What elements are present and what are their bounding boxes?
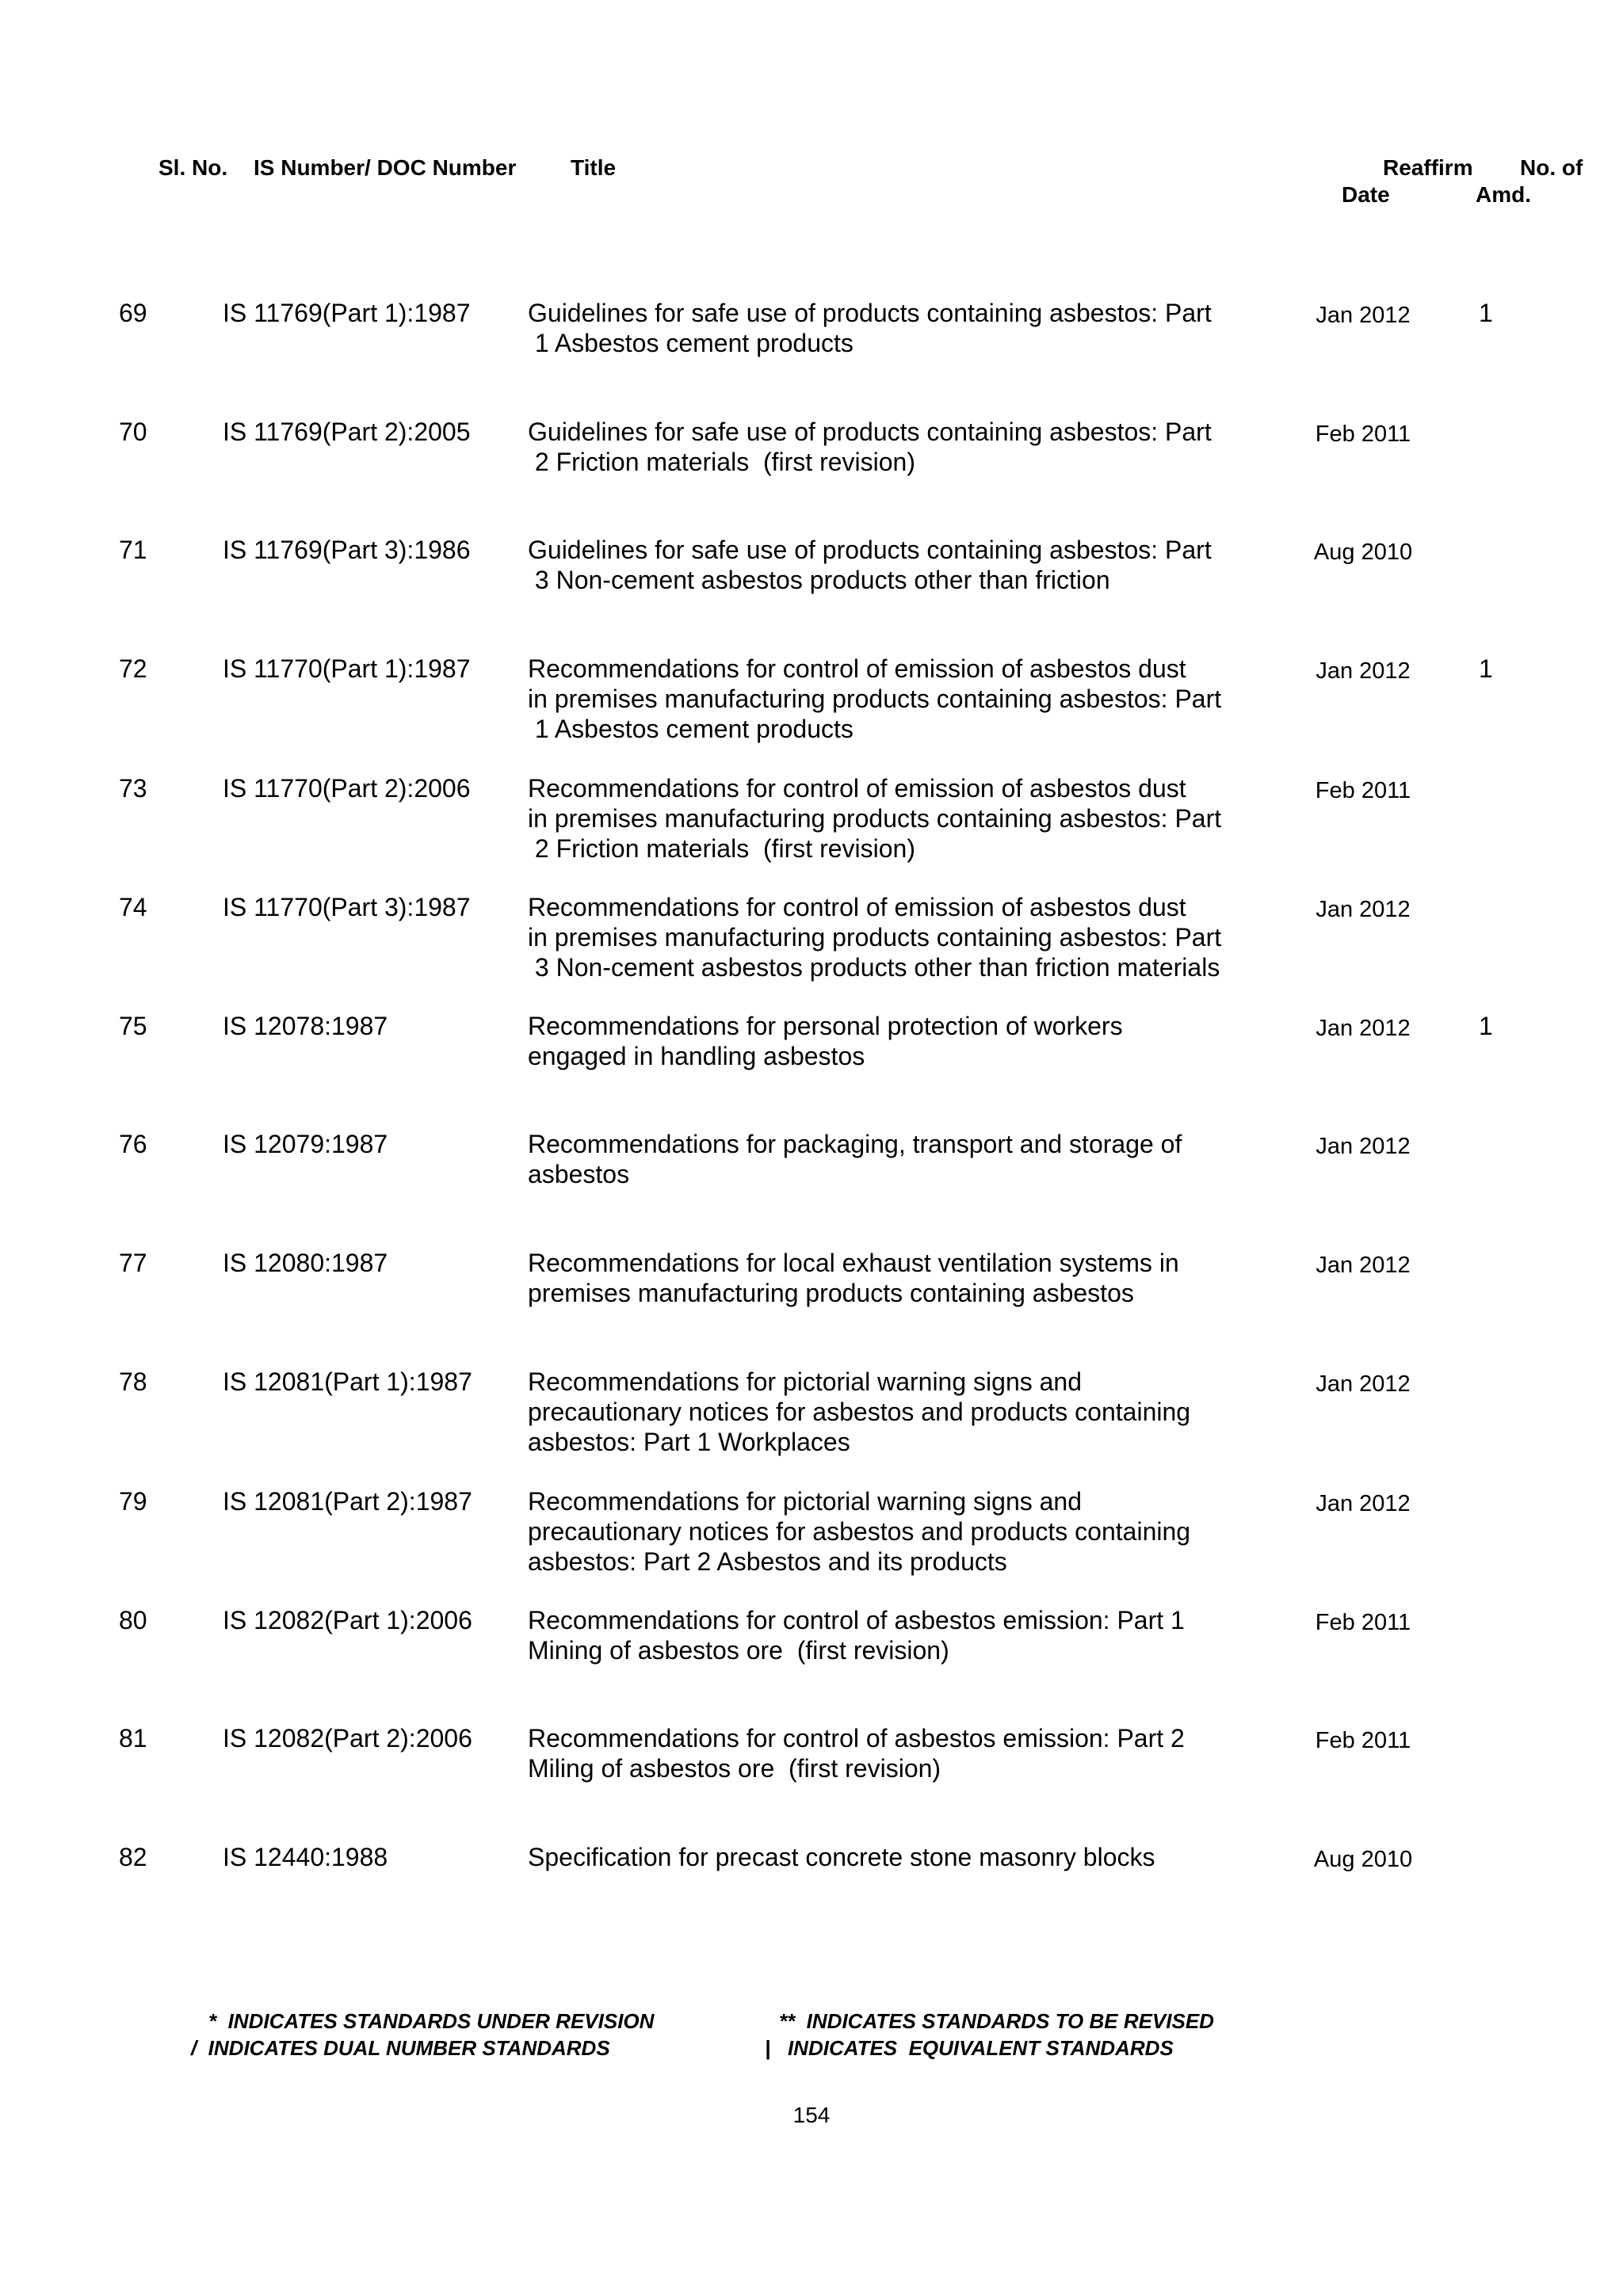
row-is-number: IS 12082(Part 1):2006 — [223, 1606, 472, 1634]
row-title-line: 1 Asbestos cement products — [528, 329, 854, 357]
row-title — [528, 1723, 1273, 1783]
row-sl-no: 79 — [119, 1487, 147, 1516]
row-title-line: in premises manufacturing products containing asbestos: Part — [528, 804, 1222, 833]
table-row — [0, 1723, 1623, 1826]
row-title — [528, 773, 1273, 864]
table-row — [0, 654, 1623, 757]
row-title-line: precautionary notices for asbestos and products containing — [528, 1398, 1191, 1426]
row-is-number: IS 11770(Part 2):2006 — [223, 774, 471, 803]
row-is-number: IS 12082(Part 2):2006 — [223, 1724, 472, 1753]
table-row — [0, 417, 1623, 520]
row-reaffirm-date: Jan 2012 — [1316, 303, 1411, 328]
row-sl-no: 72 — [119, 654, 147, 683]
row-title-line: Guidelines for safe use of products containing asbestos: Part — [528, 299, 1212, 327]
row-reaffirm-date: Jan 2012 — [1316, 1016, 1411, 1041]
row-is-number: IS 12078:1987 — [223, 1012, 388, 1040]
header-title: Title — [571, 155, 617, 180]
row-title-line: Miling of asbestos ore (first revision) — [528, 1754, 941, 1783]
row-title — [528, 417, 1273, 477]
row-sl-no: 69 — [119, 299, 147, 327]
row-title-line: 2 Friction materials (first revision) — [528, 448, 915, 476]
row-title-line: Specification for precast concrete stone masonry blocks — [528, 1843, 1155, 1871]
row-amendments: 1 — [1479, 299, 1493, 327]
row-is-number: IS 11769(Part 2):2005 — [223, 418, 471, 446]
table-row — [0, 298, 1623, 401]
row-title-line: Recommendations for control of emission of asbestos dust — [528, 654, 1186, 683]
row-title-line: Guidelines for safe use of products containing asbestos: Part — [528, 418, 1212, 446]
row-is-number: IS 12081(Part 1):1987 — [223, 1367, 472, 1396]
page-number: 154 — [792, 2103, 831, 2127]
row-title-line: Recommendations for control of emission of asbestos dust — [528, 774, 1186, 803]
table-row — [0, 892, 1623, 995]
row-sl-no: 73 — [119, 774, 147, 803]
header-amd: Amd. — [1476, 182, 1531, 207]
row-title — [528, 1129, 1273, 1189]
row-title-line: Recommendations for personal protection of workers — [528, 1012, 1123, 1040]
table-row — [0, 773, 1623, 876]
table-row — [0, 535, 1623, 638]
table-row — [0, 1486, 1623, 1589]
row-reaffirm-date: Feb 2011 — [1315, 1728, 1411, 1753]
row-sl-no: 80 — [119, 1606, 147, 1634]
row-reaffirm-date: Aug 2010 — [1313, 1847, 1413, 1872]
row-sl-no: 75 — [119, 1012, 147, 1040]
row-title-line: Recommendations for control of emission of asbestos dust — [528, 893, 1186, 921]
legend-under-revision: * INDICATES STANDARDS UNDER REVISION — [208, 2009, 655, 2033]
row-title-line: asbestos: Part 2 Asbestos and its products — [528, 1547, 1007, 1576]
row-title — [528, 298, 1273, 358]
row-reaffirm-date: Jan 2012 — [1316, 1491, 1411, 1516]
row-sl-no: 77 — [119, 1249, 147, 1277]
row-amendments: 1 — [1479, 1012, 1493, 1040]
row-title-line: Guidelines for safe use of products containing asbestos: Part — [528, 536, 1212, 564]
row-reaffirm-date: Jan 2012 — [1316, 658, 1411, 684]
header-reaffirm: Reaffirm — [1383, 155, 1473, 180]
row-title — [528, 654, 1273, 744]
table-row — [0, 1248, 1623, 1351]
header-sl-no: Sl. No. — [158, 155, 228, 180]
row-sl-no: 81 — [119, 1724, 147, 1753]
row-is-number: IS 12080:1987 — [223, 1249, 388, 1277]
table-row — [0, 1129, 1623, 1232]
row-is-number: IS 11770(Part 3):1987 — [223, 893, 471, 921]
header-is-number: IS Number/ DOC Number — [254, 155, 517, 180]
row-title-line: 2 Friction materials (first revision) — [528, 834, 915, 863]
row-title — [528, 535, 1273, 595]
header-date: Date — [1342, 182, 1390, 207]
legend-to-be-revised: ** INDICATES STANDARDS TO BE REVISED — [779, 2009, 1214, 2033]
row-reaffirm-date: Jan 2012 — [1316, 1253, 1411, 1278]
header-no-of: No. of — [1520, 155, 1583, 180]
row-title — [528, 1367, 1273, 1457]
row-title-line: Recommendations for packaging, transport and storage of — [528, 1130, 1182, 1158]
table-row — [0, 1011, 1623, 1114]
row-title-line: Recommendations for control of asbestos emission: Part 2 — [528, 1724, 1185, 1753]
table-row — [0, 1842, 1623, 1945]
row-sl-no: 74 — [119, 893, 147, 921]
row-title-line: 3 Non-cement asbestos products other than friction materials — [528, 953, 1220, 982]
row-sl-no: 82 — [119, 1843, 147, 1871]
row-title-line: premises manufacturing products containing asbestos — [528, 1279, 1134, 1307]
row-sl-no: 71 — [119, 536, 147, 564]
row-title-line: Recommendations for local exhaust ventilation systems in — [528, 1249, 1179, 1277]
row-title-line: asbestos — [528, 1160, 630, 1188]
row-is-number: IS 11769(Part 1):1987 — [223, 299, 471, 327]
legend-equivalent: | INDICATES EQUIVALENT STANDARDS — [765, 2036, 1174, 2060]
row-title-line: in premises manufacturing products containing asbestos: Part — [528, 923, 1222, 952]
row-reaffirm-date: Feb 2011 — [1315, 778, 1411, 803]
row-title-line: Recommendations for control of asbestos emission: Part 1 — [528, 1606, 1185, 1634]
row-reaffirm-date: Feb 2011 — [1315, 1610, 1411, 1635]
row-reaffirm-date: Aug 2010 — [1313, 540, 1413, 565]
row-title — [528, 1842, 1273, 1872]
row-is-number: IS 11770(Part 1):1987 — [223, 654, 471, 683]
row-reaffirm-date: Feb 2011 — [1315, 421, 1411, 447]
row-reaffirm-date: Jan 2012 — [1316, 897, 1411, 922]
row-title-line: asbestos: Part 1 Workplaces — [528, 1428, 850, 1456]
row-title — [528, 1011, 1273, 1071]
row-sl-no: 70 — [119, 418, 147, 446]
table-row — [0, 1605, 1623, 1708]
row-title-line: engaged in handling asbestos — [528, 1042, 865, 1070]
row-sl-no: 78 — [119, 1367, 147, 1396]
row-title — [528, 1605, 1273, 1665]
row-is-number: IS 11769(Part 3):1986 — [223, 536, 471, 564]
legend-dual-number: / INDICATES DUAL NUMBER STANDARDS — [191, 2036, 610, 2060]
row-title-line: 1 Asbestos cement products — [528, 715, 854, 743]
row-amendments: 1 — [1479, 654, 1493, 683]
row-reaffirm-date: Jan 2012 — [1316, 1371, 1411, 1397]
row-title-line: Mining of asbestos ore (first revision) — [528, 1636, 949, 1665]
row-title — [528, 1248, 1273, 1308]
row-title-line: 3 Non-cement asbestos products other than friction — [528, 566, 1110, 594]
row-title-line: in premises manufacturing products containing asbestos: Part — [528, 685, 1222, 713]
row-is-number: IS 12081(Part 2):1987 — [223, 1487, 472, 1516]
row-sl-no: 76 — [119, 1130, 147, 1158]
row-is-number: IS 12440:1988 — [223, 1843, 388, 1871]
row-title-line: precautionary notices for asbestos and products containing — [528, 1517, 1191, 1546]
row-title-line: Recommendations for pictorial warning signs and — [528, 1487, 1083, 1516]
row-reaffirm-date: Jan 2012 — [1316, 1134, 1411, 1159]
row-title — [528, 892, 1273, 982]
row-title — [528, 1486, 1273, 1577]
row-is-number: IS 12079:1987 — [223, 1130, 388, 1158]
row-title-line: Recommendations for pictorial warning signs and — [528, 1367, 1083, 1396]
table-row — [0, 1367, 1623, 1470]
